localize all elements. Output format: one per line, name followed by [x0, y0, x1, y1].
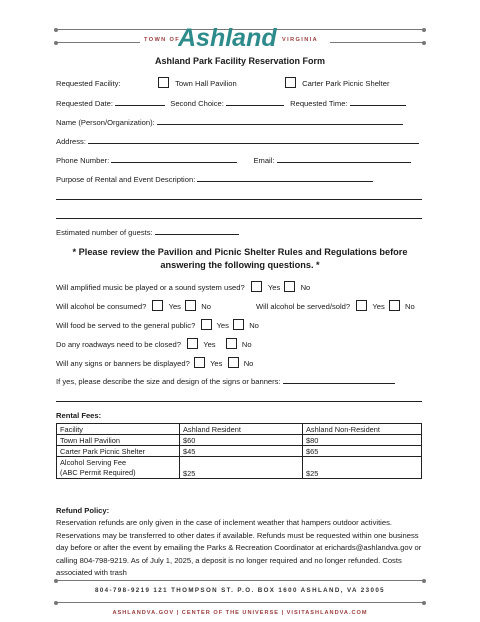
no-label: No — [201, 302, 211, 311]
alcohol-served-yes-checkbox[interactable] — [356, 300, 367, 311]
requested-date-field[interactable] — [115, 98, 165, 106]
no-label: No — [249, 321, 259, 330]
table-row — [57, 435, 422, 446]
alcohol-fee-line-1: Alcohol Serving Fee — [60, 458, 127, 467]
rules-notice: * Please review the Pavilion and Picnic Shelter Rules and Regulations before answering the following questions. * — [72, 247, 408, 270]
guests-field[interactable] — [155, 227, 239, 235]
requested-facility-row — [56, 79, 121, 88]
signs-no-checkbox[interactable] — [228, 357, 239, 368]
facility-option-2[interactable] — [285, 77, 389, 88]
facility-checkbox-carter-park[interactable] — [285, 77, 296, 88]
signs-yes-checkbox[interactable] — [194, 357, 205, 368]
food-no-checkbox[interactable] — [233, 319, 244, 330]
fee-facility: Carter Park Picnic Shelter — [57, 446, 180, 457]
signs-description-line-2[interactable] — [56, 401, 422, 402]
header-rule-bottom — [56, 42, 140, 43]
alcohol-consumed-yes-checkbox[interactable] — [152, 300, 163, 311]
page-title: Ashland Park Facility Reservation Form — [154, 56, 326, 66]
refund-policy — [56, 505, 424, 579]
table-header-resident: Ashland Resident — [180, 424, 303, 435]
virginia-label: VIRGINIA — [282, 37, 319, 43]
address-row — [56, 136, 419, 146]
no-label: No — [405, 302, 415, 311]
refund-text: Reservation refunds are only given in the case of inclement weather that hampers outdoor activities. Reservations may be transferred to other dates if available. Refunds must be requested within one business day before or after the event by emailing the Parks & Recreation Coordinator at erichards@ashlandva.gov or calling 804-798-9219. As of July 1, 2025, a deposit is no longer required and no longer refunded. Costs associated with trash — [56, 518, 422, 578]
table-header-facility: Facility — [57, 424, 180, 435]
email-field[interactable] — [277, 155, 411, 163]
table-header-nonresident: Ashland Non-Resident — [303, 424, 422, 435]
alcohol-fee-line-2: (ABC Permit Required) — [60, 468, 136, 477]
fee-resident: $25 — [180, 457, 303, 479]
second-choice-label: Second Choice: — [170, 99, 224, 108]
purpose-field[interactable] — [197, 174, 373, 182]
phone-field[interactable] — [111, 155, 237, 163]
second-choice-field[interactable] — [226, 98, 284, 106]
question-alcohol-served — [256, 300, 415, 311]
requested-time-field[interactable] — [350, 98, 406, 106]
ashland-logo — [178, 24, 278, 50]
rental-fees-table — [56, 423, 422, 479]
name-field[interactable] — [157, 117, 403, 125]
question-roadways — [56, 338, 252, 349]
question-food-label: Will food be served to the general public? — [56, 321, 196, 330]
address-label: Address: — [56, 137, 86, 146]
fee-nonresident: $65 — [303, 446, 422, 457]
facility-option-1-label: Town Hall Pavilion — [175, 79, 237, 88]
question-music — [56, 281, 310, 292]
question-alcohol-consumed-label: Will alcohol be consumed? — [56, 302, 147, 311]
guests-row — [56, 227, 239, 237]
footer-links[interactable]: ASHLANDVA.GOV | CENTER OF THE UNIVERSE | VISITASHLANDVA.COM — [112, 610, 368, 616]
footer-contact: 804-798-9219 121 THOMPSON ST. P.O. BOX 1600 ASHLAND, VA 23005 — [94, 587, 386, 594]
question-roadways-label: Do any roadways need to be closed? — [56, 340, 181, 349]
music-yes-checkbox[interactable] — [251, 281, 262, 292]
question-signs-label: Will any signs or banners be displayed? — [56, 359, 190, 368]
music-no-checkbox[interactable] — [284, 281, 295, 292]
no-label: No — [243, 359, 254, 368]
alcohol-consumed-no-checkbox[interactable] — [185, 300, 196, 311]
purpose-row — [56, 174, 373, 184]
table-row — [57, 446, 422, 457]
facility-checkbox-town-hall[interactable] — [158, 77, 169, 88]
yes-label: Yes — [216, 321, 229, 330]
question-music-label: Will amplified music be played or a sound system used? — [56, 283, 245, 292]
signs-description-field[interactable] — [283, 376, 395, 384]
facility-option-1[interactable] — [158, 77, 237, 88]
footer-rule-top — [56, 580, 424, 581]
roadways-no-checkbox[interactable] — [226, 338, 237, 349]
requested-time-label: Requested Time: — [290, 99, 348, 108]
roadways-yes-checkbox[interactable] — [187, 338, 198, 349]
dates-row — [56, 98, 406, 108]
yes-label: Yes — [372, 302, 385, 311]
email-label: Email: — [253, 156, 275, 165]
table-row — [57, 457, 422, 479]
logo-text: Ashland — [178, 24, 277, 50]
guests-label: Estimated number of guests: — [56, 228, 153, 237]
footer-rule-bottom — [56, 602, 424, 603]
question-alcohol-served-label: Will alcohol be served/sold? — [256, 302, 351, 311]
purpose-line-2[interactable] — [56, 199, 422, 200]
fee-nonresident: $25 — [303, 457, 422, 479]
fee-alcohol-label — [57, 457, 180, 479]
requested-date-label: Requested Date: — [56, 99, 113, 108]
signs-description-label: If yes, please describe the size and design of the signs or banners: — [56, 377, 281, 386]
phone-label: Phone Number: — [56, 156, 110, 165]
question-food — [56, 319, 259, 330]
table-header-row — [57, 424, 422, 435]
question-signs — [56, 357, 253, 368]
alcohol-served-no-checkbox[interactable] — [389, 300, 400, 311]
yes-label: Yes — [168, 302, 181, 311]
fee-resident: $60 — [180, 435, 303, 446]
header-rule-bottom-right — [330, 42, 424, 43]
fee-resident: $45 — [180, 446, 303, 457]
phone-email-row — [56, 155, 411, 165]
no-label: No — [300, 283, 311, 292]
address-field[interactable] — [88, 136, 419, 144]
name-label: Name (Person/Organization): — [56, 118, 155, 127]
refund-heading: Refund Policy: — [56, 506, 110, 515]
rental-fees-heading: Rental Fees: — [56, 411, 102, 420]
town-of-label: TOWN OF — [144, 37, 181, 43]
requested-facility-label: Requested Facility: — [56, 79, 121, 88]
yes-label: Yes — [203, 340, 216, 349]
food-yes-checkbox[interactable] — [201, 319, 212, 330]
fee-nonresident: $80 — [303, 435, 422, 446]
yes-label: Yes — [267, 283, 281, 292]
no-label: No — [241, 340, 252, 349]
fee-facility: Town Hall Pavilion — [57, 435, 180, 446]
facility-option-2-label: Carter Park Picnic Shelter — [302, 79, 390, 88]
name-row — [56, 117, 403, 127]
yes-label: Yes — [210, 359, 223, 368]
signs-description-row — [56, 376, 395, 386]
purpose-label: Purpose of Rental and Event Description: — [56, 175, 196, 184]
question-alcohol-consumed — [56, 300, 211, 311]
purpose-line-3[interactable] — [56, 218, 422, 219]
